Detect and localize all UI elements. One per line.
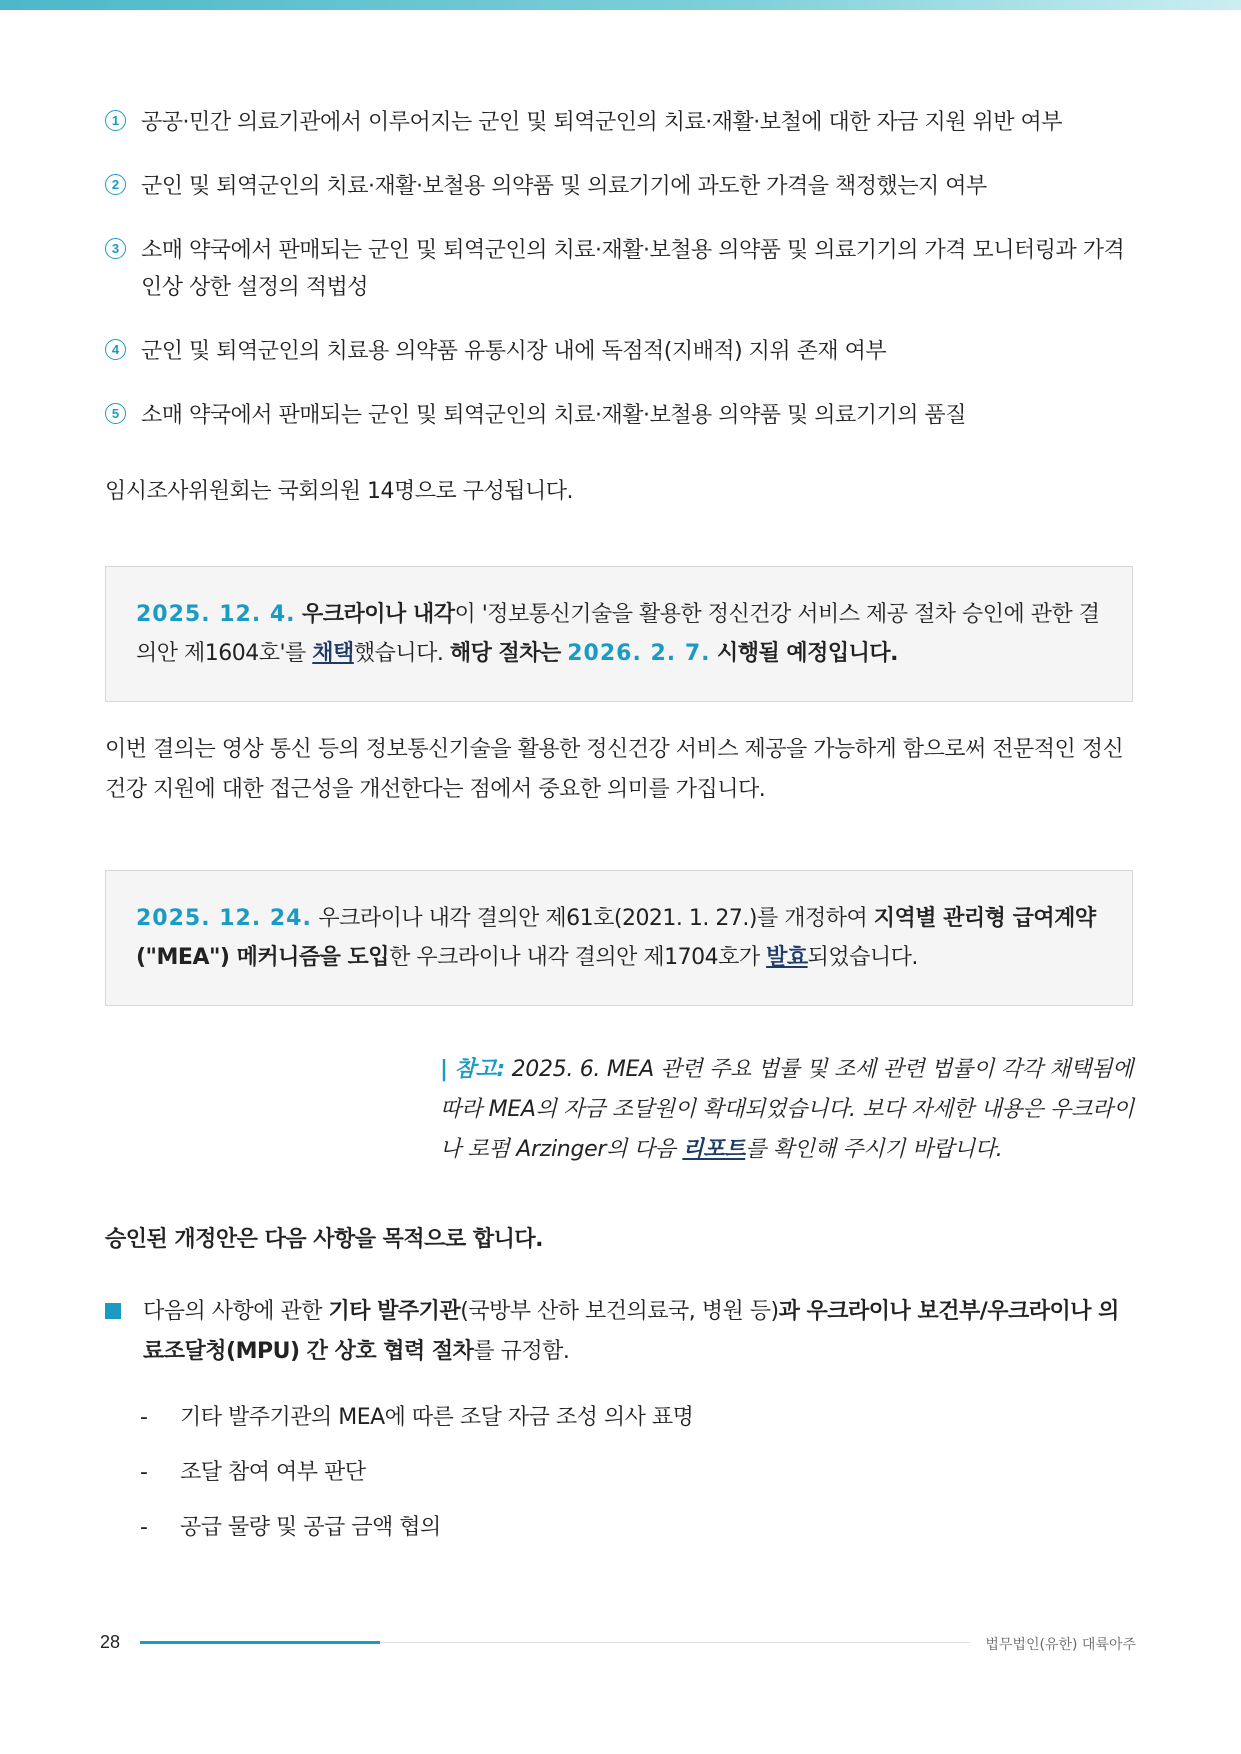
date-label: 2025. 12. 24.: [136, 906, 312, 931]
bullet-text-part: 를 규정함.: [473, 1339, 570, 1364]
bullet-item: [105, 1292, 1135, 1372]
dash-icon: -: [140, 1460, 148, 1485]
list-item: [105, 333, 1135, 370]
box-bold-text: 지역별 관리형 급여계약("MEA") 메커니즘을 도입: [136, 906, 1096, 970]
list-item-text: 소매 약국에서 판매되는 군인 및 퇴역군인의 치료·재활·보철용 의약품 및 의료기기의 품질: [141, 403, 966, 428]
box-bold-text: 해당 절차는: [449, 641, 561, 666]
callout-box-resolution-1604: [105, 566, 1133, 702]
circled-number: 1: [105, 110, 126, 131]
callout-box-resolution-1704: [105, 870, 1133, 1006]
note-text: 를 확인해 주시기 바랍니다.: [745, 1137, 1003, 1162]
dash-item-text: 조달 참여 여부 판단: [180, 1460, 366, 1485]
note-bar: |: [440, 1057, 448, 1082]
firm-name: 법무법인(유한) 대륙아주: [985, 1637, 1136, 1653]
bullet-bold-part: 과 우크라이나 보건부/우크라이나 의료조달청(MPU) 간 상호 협력 절차: [143, 1299, 1119, 1364]
dash-item-text: 기타 발주기관의 MEA에 따른 조달 자금 조성 의사 표명: [180, 1405, 694, 1430]
circled-number: 3: [105, 238, 126, 259]
box-text: 되었습니다.: [807, 945, 918, 970]
list-item-text: 소매 약국에서 판매되는 군인 및 퇴역군인의 치료·재활·보철용 의약품 및 의료기기의 가격 모니터링과 가격 인상 상한 설정의 적법성: [141, 238, 1125, 300]
dash-item-text: 공급 물량 및 공급 금액 협의: [180, 1515, 441, 1540]
circled-number: 5: [105, 403, 126, 424]
bullet-text-part: (국방부 산하 보건의료국, 병원 등): [460, 1299, 779, 1324]
dash-item: [140, 1453, 693, 1493]
square-bullet-icon: [105, 1303, 121, 1319]
reference-note: [440, 1050, 1140, 1170]
note-text: 2025. 6. MEA 관련 주요 법률 및 조세 관련 법률이 각각 채택됨에 따라 MEA의 자금 조달원이 확대되었습니다. 보다 자세한 내용은 우크라이나 로펌 Arzinger의 다음: [440, 1057, 1134, 1162]
significance-paragraph: 이번 결의는 영상 통신 등의 정보통신기술을 활용한 정신건강 서비스 제공을 가능하게 함으로써 전문적인 정신건강 지원에 대한 접근성을 개선한다는 점에서 중요한 의미를 가집니다.: [105, 737, 1124, 802]
report-link[interactable]: 리포트: [682, 1137, 746, 1162]
effective-link[interactable]: 발효: [766, 945, 808, 970]
box-text: 우크라이나 내각 결의안 제61호(2021. 1. 27.)를 개정하여: [318, 906, 868, 931]
footer-divider-accent: [140, 1641, 380, 1644]
bullet-bold-part: 기타 발주기관: [328, 1299, 461, 1324]
numbered-list: [105, 104, 1135, 461]
dash-item: [140, 1508, 693, 1548]
list-item: [105, 232, 1135, 306]
list-item-text: 군인 및 퇴역군인의 치료용 의약품 유통시장 내에 독점적(지배적) 지위 존재 여부: [141, 339, 887, 364]
list-item: [105, 104, 1135, 141]
subject-text: 우크라이나 내각: [302, 602, 455, 627]
dash-icon: -: [140, 1515, 148, 1540]
circled-number: 2: [105, 174, 126, 195]
box-text: 한 우크라이나 내각 결의안 제1704호가: [389, 945, 760, 970]
dash-icon: -: [140, 1405, 148, 1430]
section-heading: 승인된 개정안은 다음 사항을 목적으로 합니다.: [105, 1227, 543, 1252]
top-accent-bar: [0, 0, 1241, 10]
note-label: 참고:: [454, 1057, 505, 1082]
list-item-text: 공공·민간 의료기관에서 이루어지는 군인 및 퇴역군인의 치료·재활·보철에 대한 자금 지원 위반 여부: [141, 110, 1062, 135]
bullet-text-part: 다음의 사항에 관한: [143, 1299, 323, 1324]
list-item-text: 군인 및 퇴역군인의 치료·재활·보철용 의약품 및 의료기기에 과도한 가격을 책정했는지 여부: [141, 174, 987, 199]
circled-number: 4: [105, 339, 126, 360]
box-text: 했습니다.: [353, 641, 444, 666]
box-bold-text: 시행될 예정입니다.: [717, 641, 899, 666]
dash-item: [140, 1398, 693, 1438]
bullet-text: [143, 1292, 1135, 1372]
list-item: [105, 168, 1135, 205]
date-label: 2025. 12. 4.: [136, 602, 296, 627]
page-number: 28: [100, 1632, 121, 1652]
committee-paragraph: 임시조사위원회는 국회의원 14명으로 구성됩니다.: [105, 479, 574, 504]
dash-list: [140, 1398, 693, 1563]
list-item: [105, 397, 1135, 434]
effective-date-label: 2026. 2. 7.: [567, 641, 711, 666]
box-text: 이 '정보통신기술을 활용한 정신건강 서비스 제공 절차 승인에 관한 결의안 제1604호'를: [136, 602, 1100, 666]
adopted-link[interactable]: 채택: [312, 641, 354, 666]
